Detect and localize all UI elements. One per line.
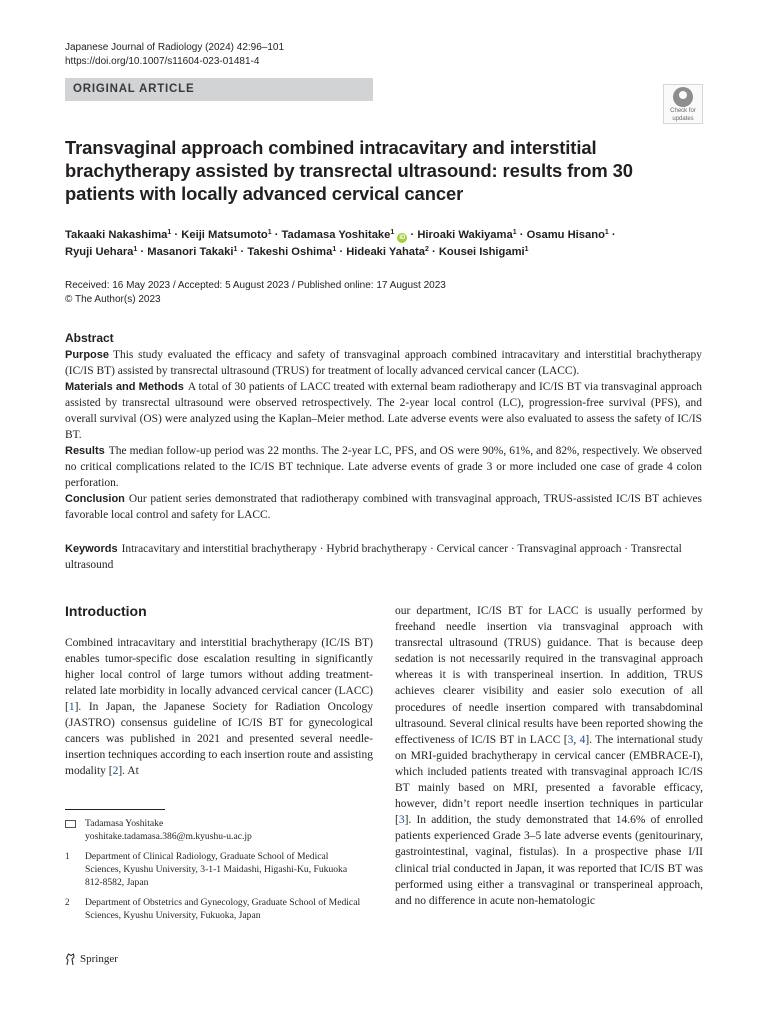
introduction-left-column (65, 635, 373, 779)
affiliation-marker: 1 (524, 246, 529, 253)
publisher-name: Springer (80, 953, 118, 965)
keywords-section (65, 541, 702, 573)
author-name[interactable]: Keiji Matsumoto (181, 229, 268, 241)
article-type-banner: ORIGINAL ARTICLE (65, 78, 373, 101)
affiliation-marker: 1 (604, 229, 609, 236)
abstract-heading: Abstract (65, 331, 114, 345)
intro-text: ]. In Japan, the Japanese Society for Radiation Oncology (JASTRO) consensus guideline of IC/IS BT for gynecological cancers was published in 2021 and presented several needle-insertion techniques according to each insertion route and assisting modality [ (65, 701, 373, 777)
footnotes (65, 817, 365, 929)
affiliation-number: 1 (65, 851, 70, 861)
intro-text: ]. In addition, the study demonstrated that 14.6% of enrolled patients experienced Grade 3–5 late adverse events (genitourinary, gastrointestinal, vaginal, fistulas). In a prospective phase I/II clinical trial conducted in Japan, it was reported that IC/IS BT was performed using either a transvaginal or transperineal approach, and no difference in acute non-hematologic (395, 814, 703, 907)
envelope-icon (65, 820, 76, 828)
corresponding-author (65, 817, 365, 843)
author-name[interactable]: Takaaki Nakashima (65, 229, 168, 241)
affiliation-marker: 2 (424, 246, 429, 253)
purpose-text: This study evaluated the efficacy and safety of transvaginal approach combined intracavitary and interstitial brachytherapy (IC/IS BT) assisted by transrectal ultrasound (TRUS) for treatment of locally advanced cervical cancer (LACC). (65, 349, 702, 377)
affiliation-marker: 1 (233, 246, 238, 253)
affiliation-marker: 1 (167, 229, 172, 236)
dates-line: Received: 16 May 2023 / Accepted: 5 August 2023 / Published online: 17 August 2023 (65, 280, 446, 291)
citation-link[interactable]: 4 (579, 733, 586, 746)
author-list: Takaaki Nakashima$^1$ · Keiji Matsumoto$^1$ · Tadamasa Yoshitake$^1$ iD · Hiroaki Wakiyama$^1$ · Osamu Hisano$^1$ · Ryuji Uehara$^1$ · Masanori Takaki$^1$ · Takeshi Oshima$^1$ · Hideaki Yahata$^2$ · Kousei Ishigami$^1$ (65, 229, 616, 258)
introduction-right-column (395, 603, 703, 909)
affiliation-text: Department of Obstetrics and Gynecology, Graduate School of Medical Sciences, Kyushu University, Fukuoka, Japan (85, 897, 361, 921)
crossmark-icon (673, 87, 693, 107)
introduction-heading: Introduction (65, 603, 147, 619)
results-text: The median follow-up period was 22 months. The 2-year LC, PFS, and OS were 90%, 61%, and 82%, respectively. We observed no critical complications related to the IC/IS BT technique. Late adverse events of grade 3 or more included one case of grade 4 colon perforation. (65, 445, 702, 489)
author-name[interactable]: Masanori Takaki (147, 246, 234, 258)
affiliation-1 (65, 850, 365, 889)
abstract-purpose (65, 347, 702, 379)
affiliation-text: Department of Clinical Radiology, Graduate School of Medical Sciences, Kyushu University, 3-1-1 Maidashi, Higashi-Ku, Fukuoka 812-8582, Japan (85, 851, 348, 888)
citation-link[interactable]: 1 (68, 701, 75, 713)
abstract-conclusion (65, 491, 702, 523)
citation-link[interactable]: 3 (398, 814, 405, 827)
abstract-results (65, 443, 702, 491)
citation-link[interactable]: 2 (112, 765, 119, 777)
conclusion-text: Our patient series demonstrated that radiotherapy combined with transvaginal approach, TRUS-assisted IC/IS BT achieves favorable local control and safety for LACC. (65, 493, 702, 521)
affiliation-marker: 1 (512, 229, 517, 236)
author-name[interactable]: Ryuji Uehara (65, 246, 134, 258)
affiliation-2 (65, 896, 365, 922)
citation-link[interactable]: 3 (567, 733, 574, 746)
intro-text: ]. The international study on MRI-guided brachytherapy in cervical cancer (EMBRACE-I), which included patients treated with transvaginal approach IC/IS BT mainly based on MRI, presented a favorable efficacy, however, didn’t report needle insertion techniques in particular [ (395, 733, 704, 827)
article-title: Transvaginal approach combined intracavitary and interstitial brachytherapy assisted by transrectal ultrasound: results from 30 patients with locally advanced cervical cancer (65, 137, 633, 204)
intro-text: ]. At (118, 765, 139, 777)
purpose-label: Purpose (65, 349, 110, 361)
affiliation-number: 2 (65, 897, 70, 907)
citation-separator: , (573, 733, 580, 746)
keywords-text: Intracavitary and interstitial brachytherapy · Hybrid brachytherapy · Cervical cancer · Transvaginal approach · Transrectal ultrasound (65, 543, 682, 571)
publication-dates (65, 279, 685, 307)
intro-text: Combined intracavitary and interstitial brachytherapy (IC/IS BT) enables tumor-specific dose escalation resulting in significantly higher local control of large tumors without adding treatment-related late morbidity in locally advanced cervical cancer (LACC) [ (65, 637, 373, 713)
affiliation-marker: 1 (390, 229, 395, 236)
crossmark-label-1: Check for (670, 108, 696, 114)
author-name[interactable]: Tadamasa Yoshitake (281, 229, 391, 241)
intro-text: our department, IC/IS BT for LACC is usually performed by freehand needle insertion via transvaginal approach with transrectal ultrasound (TRUS) guidance. That is because deep sedation is not necessarily required in the transvaginal approach whereas it is with transperineal insertion. In addition, TRUS achieves clearer visibility and easier solo execution of all procedures of needle insertion compared with transabdominal ultrasound. Several clinical results have been reported showing the effectiveness of IC/IS BT in LACC [ (395, 605, 703, 746)
copyright-line: © The Author(s) 2023 (65, 294, 161, 305)
affiliation-marker: 1 (267, 229, 272, 236)
conclusion-label: Conclusion (65, 493, 125, 505)
author-name[interactable]: Osamu Hisano (526, 229, 605, 241)
springer-horse-icon (65, 953, 76, 966)
orcid-icon[interactable]: iD (399, 235, 406, 241)
author-name[interactable]: Hiroaki Wakiyama (417, 229, 513, 241)
methods-text: A total of 30 patients of LACC treated with external beam radiotherapy and IC/IS BT via transvaginal approach assisted by transrectal ultrasound were observed retrospectively. The 2-year local control (LC), progression-free survival (PFS), and overall survival (OS) were analyzed using the Kaplan–Meier method. Late adverse events were also evaluated to assess the safety of IC/IS BT. (65, 381, 702, 441)
journal-citation: Japanese Journal of Radiology (2024) 42:96–101 (65, 42, 285, 53)
author-name[interactable]: Kousei Ishigami (438, 246, 525, 258)
keywords-label: Keywords (65, 543, 118, 555)
abstract-methods (65, 379, 702, 443)
corresponding-name: Tadamasa Yoshitake (85, 818, 164, 829)
results-label: Results (65, 445, 105, 457)
abstract-section (65, 330, 702, 523)
doi-link[interactable]: https://doi.org/10.1007/s11604-023-01481-4 (65, 56, 260, 67)
affiliation-marker: 1 (133, 246, 138, 253)
methods-label: Materials and Methods (65, 381, 184, 393)
corresponding-email[interactable]: yoshitake.tadamasa.386@m.kyushu-u.ac.jp (85, 831, 252, 842)
publisher-logo (65, 952, 118, 966)
author-name[interactable]: Hideaki Yahata (346, 246, 425, 258)
footnote-divider (65, 809, 165, 810)
crossmark-label-2: updates (672, 115, 694, 122)
affiliation-marker: 1 (332, 246, 337, 253)
check-for-updates-badge[interactable] (663, 84, 703, 124)
author-name[interactable]: Takeshi Oshima (247, 246, 333, 258)
